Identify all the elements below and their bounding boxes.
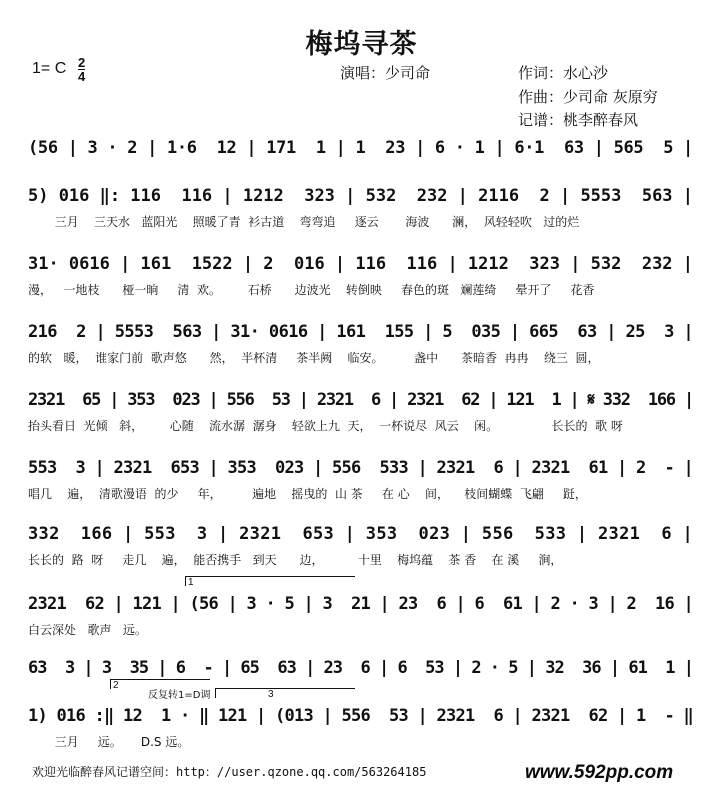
volta-3-bracket [215, 688, 355, 698]
notation-text: 5) 016 ‖: 116 116 | 1212 323 | 532 232 | 2116 2 | 5553 563 | [28, 186, 693, 206]
repeat-key-change-note: 反复转1=D调 [148, 690, 211, 701]
volta-3-label: 3 [268, 689, 274, 700]
notation-line [28, 390, 693, 410]
notation-text: 2321 65 | 353 023 | 556 53 | 2321 6 | 2321 62 | 121 1 | 𝄋 332 166 | [28, 390, 693, 410]
watermark: www.592pp.com [525, 762, 674, 783]
notation-line [28, 524, 693, 544]
lyric-line: 漫， 一地枝 桠一晌 清 欢。 石桥 边波光 转倒映 春色的斑 斓莲绮 晕开了 花香 [28, 283, 595, 297]
notation-line [28, 458, 693, 478]
lyric-line: 三月 远。 D.S 远。 [28, 735, 190, 749]
notation-text: 2321 62 | 121 | (56 | 3 · 5 | 3 21 | 23 6 | 6 61 | 2 · 3 | 2 16 | [28, 594, 693, 614]
notation-line [28, 254, 693, 274]
lyricist-credit: 作词：水心沙 [518, 64, 609, 82]
notation-line [28, 322, 693, 342]
score-row [28, 186, 693, 248]
notation-text: 332 166 | 553 3 | 2321 653 | 353 023 | 556 533 | 2321 6 | [28, 524, 693, 544]
notation-line [28, 658, 693, 678]
notation-text: 31· 0616 | 161 1522 | 2 016 | 116 116 | 1212 323 | 532 232 | [28, 254, 693, 274]
score-row [28, 706, 693, 768]
lyric-line: 长长的 路 呀 走几 遍， 能否携手 到天 边， 十里 梅坞蕴 茶 香 在 溪 涧， [28, 553, 563, 567]
score-row [28, 594, 693, 656]
transcriber-credit: 记谱：桃李醉春风 [518, 111, 639, 129]
time-signature [78, 56, 85, 83]
score-row [28, 458, 693, 520]
notation-text: 216 2 | 5553 563 | 31· 0616 | 161 155 | 5 035 | 665 63 | 25 3 | [28, 322, 693, 342]
lyric-line: 抬头看日 光倾 斜， 心随 流水潺 潺身 轻欲上九 天， 一杯说尽 风云 闲。 长长的 歌 呀 [28, 419, 623, 433]
meter-top: 2 [78, 55, 86, 70]
meter-bottom: 4 [78, 69, 86, 84]
notation-text: (56 | 3 · 2 | 1·6 12 | 171 1 | 1 23 | 6 · 1 | 6·1 63 | 565 5 | [28, 138, 693, 158]
composer-credit: 作曲：少司命 灰原穷 [518, 88, 658, 106]
notation-line [28, 138, 693, 158]
lyric-line: 唱几 遍， 清歌漫语 的少 年， 遍地 摇曳的 山 茶 在 心 间， 枝间蝴蝶 飞翩 跹， [28, 487, 587, 501]
score-row [28, 390, 693, 452]
notation-text: 1) 016 :‖ 12 1 · ‖ 121 | (013 | 556 53 | 2321 6 | 2321 62 | 1 - ‖ [28, 706, 693, 726]
footer-text: 欢迎光临醉春风记谱空间：http：//user.qzone.qq.com/563264185 [32, 765, 427, 779]
volta-2-label: 2 [113, 680, 119, 691]
notation-text: 63 3 | 3 35 | 6 - | 65 63 | 23 6 | 6 53 | 2 · 5 | 32 36 | 61 1 | [28, 658, 693, 678]
notation-line [28, 706, 693, 726]
notation-line [28, 594, 693, 614]
song-title: 梅坞寻茶 [305, 29, 418, 60]
notation-text: 553 3 | 2321 653 | 353 023 | 556 533 | 2321 6 | 2321 61 | 2 - | [28, 458, 693, 478]
volta-1-label: 1 [188, 577, 194, 588]
score-row [28, 254, 693, 316]
score-row [28, 524, 693, 586]
lyric-line: 白云深处 歌声 远。 [28, 623, 147, 637]
key-signature: 1= C [32, 60, 67, 77]
volta-1-bracket [185, 576, 355, 586]
singer-credit: 演唱：少司命 [340, 64, 431, 82]
lyric-line: 的软 暖， 谁家门前 歌声悠 然， 半杯清 茶半阙 临安。 盏中 茶暗香 冉冉 绕三 圆， [28, 351, 600, 365]
score-row [28, 322, 693, 384]
notation-line [28, 186, 693, 206]
lyric-line: 三月 三天水 蓝阳光 照暖了青 衫古道 弯弯追 逐云 海波 澜， 风轻轻吹 过的烂 [28, 215, 580, 229]
